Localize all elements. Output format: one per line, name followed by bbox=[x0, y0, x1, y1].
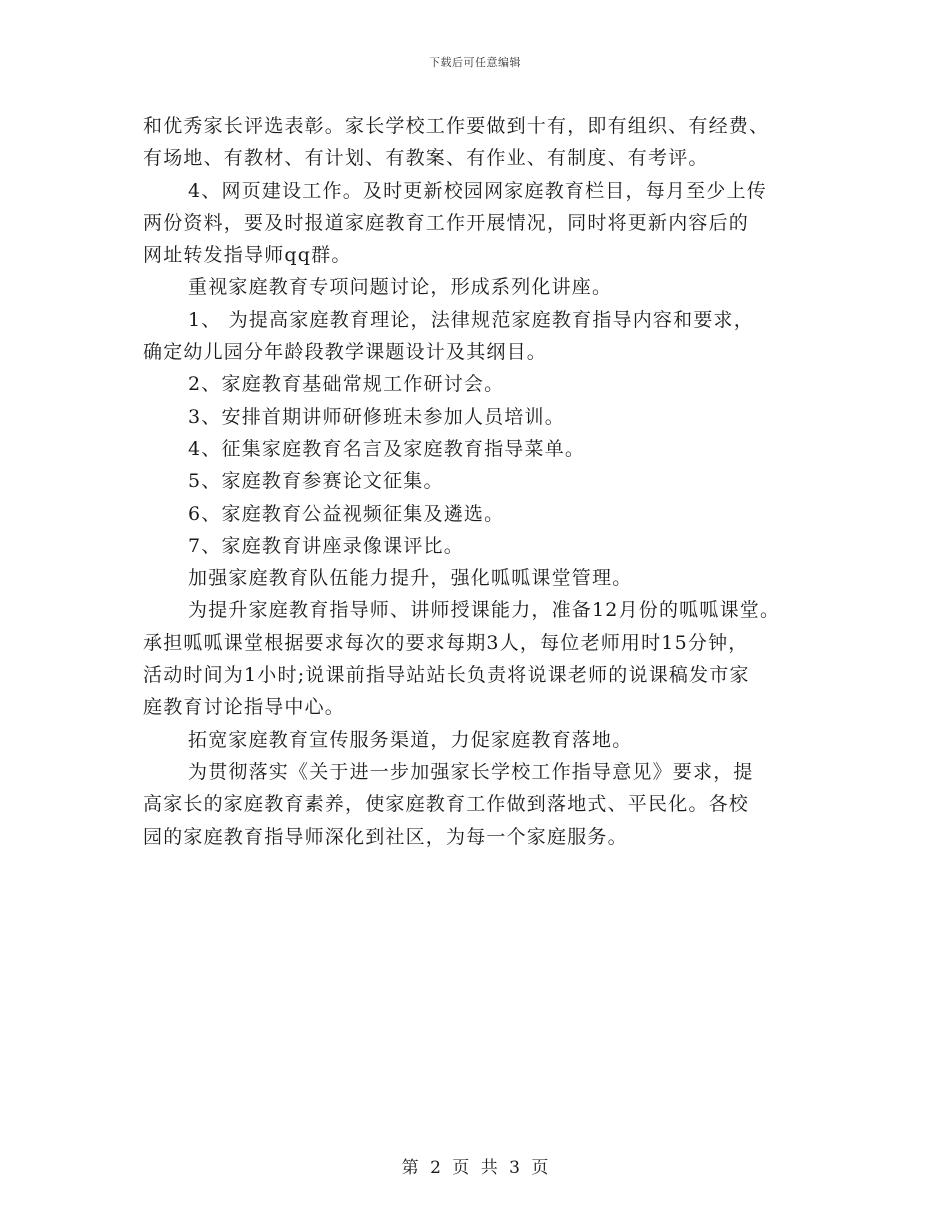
text-line: 为提升家庭教育指导师、讲师授课能力，准备12月份的呱呱课堂。 bbox=[188, 599, 781, 622]
list-item: 7、家庭教育讲座录像课评比。 bbox=[188, 534, 464, 557]
text-line: 园的家庭教育指导师深化到社区，为每一个家庭服务。 bbox=[143, 825, 628, 848]
page-number-footer: 第 2 页 共 3 页 bbox=[401, 1158, 549, 1178]
text-line: 有场地、有教材、有计划、有教案、有作业、有制度、有考评。 bbox=[143, 147, 709, 170]
text-line: 1、 为提高家庭教育理论，法律规范家庭教育指导内容和要求， bbox=[188, 308, 754, 331]
text-line: 网址转发指导师qq群。 bbox=[143, 244, 352, 267]
list-item: 6、家庭教育公益视频征集及遴选。 bbox=[188, 502, 505, 525]
text-line: 庭教育讨论指导中心。 bbox=[143, 696, 346, 719]
text-line: 为贯彻落实《关于进一步加强家长学校工作指导意见》要求，提 bbox=[188, 760, 754, 783]
text-line: 活动时间为1小时;说课前指导站站长负责将说课老师的说课稿发市家 bbox=[143, 664, 750, 687]
list-item: 5、家庭教育参赛论文征集。 bbox=[188, 470, 444, 493]
page-header: 下载后可任意编辑 bbox=[429, 56, 521, 69]
text-line: 两份资料，要及时报道家庭教育工作开展情况，同时将更新内容后的 bbox=[143, 211, 750, 234]
list-item: 3、安排首期讲师研修班未参加人员培训。 bbox=[188, 405, 565, 428]
section-heading: 重视家庭教育专项问题讨论，形成系列化讲座。 bbox=[188, 276, 613, 299]
section-heading: 拓宽家庭教育宣传服务渠道，力促家庭教育落地。 bbox=[188, 728, 633, 751]
text-line: 和优秀家长评选表彰。家长学校工作要做到十有，即有组织、有经费、 bbox=[143, 115, 770, 137]
text-line: 高家长的家庭教育素养，使家庭教育工作做到落地式、平民化。各校 bbox=[143, 793, 750, 816]
text-line: 4、网页建设工作。及时更新校园网家庭教育栏目，每月至少上传 bbox=[188, 179, 767, 202]
text-line: 确定幼儿园分年龄段教学课题设计及其纲目。 bbox=[143, 341, 548, 364]
section-heading: 加强家庭教育队伍能力提升，强化呱呱课堂管理。 bbox=[188, 567, 633, 590]
text-line: 承担呱呱课堂根据要求每次的要求每期3人，每位老师用时15分钟， bbox=[143, 631, 749, 654]
document-body bbox=[143, 110, 823, 853]
list-item: 2、家庭教育基础常规工作研讨会。 bbox=[188, 373, 505, 396]
list-item: 4、征集家庭教育名言及家庭教育指导菜单。 bbox=[188, 437, 586, 460]
